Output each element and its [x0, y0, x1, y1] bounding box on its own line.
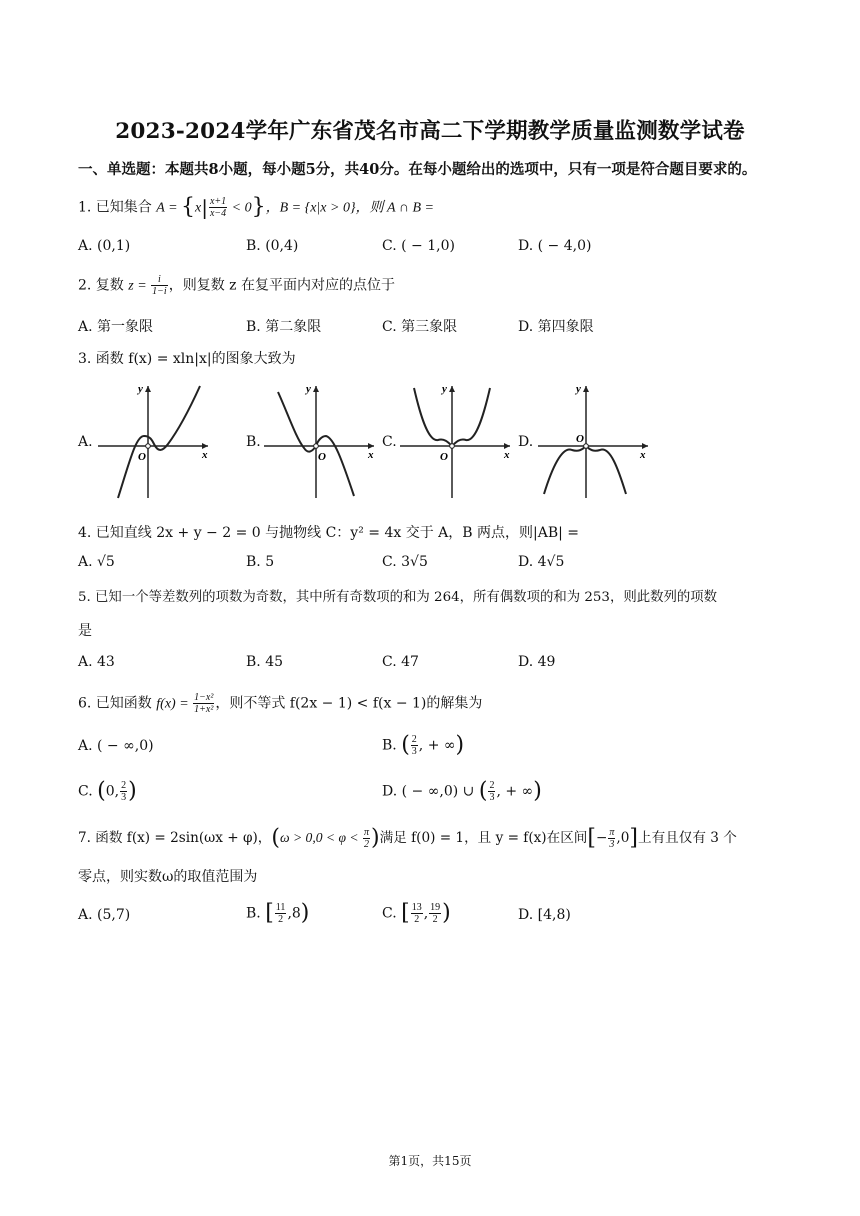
q7-cond-num: π: [364, 827, 370, 838]
question-6-stem: [78, 692, 482, 715]
q7-int-den: 3: [609, 839, 615, 850]
question-1-stem: [78, 196, 434, 219]
q6-c-den: 3: [121, 792, 127, 803]
q7-option-d[interactable]: D. [4,8): [518, 907, 571, 923]
graph-b-x-label: x: [368, 449, 374, 461]
q1-var: x: [195, 200, 202, 216]
q6-b-prefix: B.: [382, 737, 402, 754]
page-title: 2023-2024学年广东省茂名市高二下学期教学质量监测数学试卷: [115, 119, 745, 144]
q5-option-b[interactable]: B. 45: [246, 654, 284, 670]
q2-option-b[interactable]: B. 第二象限: [246, 319, 322, 335]
graph-d-origin-dot: [584, 444, 589, 449]
q6-b-rparen: ): [455, 732, 465, 758]
q7-b-lbracket: [: [265, 900, 274, 926]
q1-frac-den: x−4: [209, 208, 227, 219]
q6-d-lparen: (: [478, 778, 488, 804]
q6-b-fraction: [411, 734, 418, 757]
graph-d-x-label: x: [640, 449, 646, 461]
q7-c-prefix: C.: [382, 905, 402, 922]
q6-c-num: 2: [121, 780, 127, 791]
question-7-stem-line2: 零点，则实数ω的取值范围为: [78, 869, 258, 885]
q1-set-a: A =: [156, 200, 182, 216]
q7-cond-fraction: [363, 827, 370, 850]
page-footer: 第1页，共15页: [388, 1154, 472, 1168]
q6-c-fraction: [120, 780, 127, 803]
q7-option-c[interactable]: [382, 902, 451, 925]
q2-option-a[interactable]: A. 第一象限: [78, 319, 154, 335]
graph-c-y-arrow: [449, 386, 455, 392]
q3-option-d[interactable]: D.: [518, 434, 534, 450]
q1-cond: < 0: [228, 200, 252, 216]
q7-c-lbracket: [: [401, 900, 410, 926]
question-2-stem: [78, 274, 395, 297]
q7-c-fraction-2: [429, 902, 441, 925]
graph-b-y-label: y: [306, 383, 311, 395]
q7-c-rparen: ): [442, 900, 451, 926]
graph-a-origin: O: [138, 451, 146, 463]
q7-cond-rparen: ): [371, 825, 380, 851]
q7-b-prefix: B.: [246, 905, 266, 922]
q7-b-num: 11: [275, 902, 286, 913]
question-5-stem-line2: 是: [78, 623, 92, 639]
q4-option-b[interactable]: B. 5: [246, 554, 275, 570]
q2-frac-num: i: [151, 274, 168, 286]
q1-prefix: 1. 已知集合: [78, 199, 157, 216]
q7-cond-inner: ω > 0,0 < φ <: [279, 830, 362, 845]
q7-part2: 满足 f(0) = 1，且 y = f(x)在区间: [379, 830, 588, 846]
q6-option-c[interactable]: [78, 780, 137, 803]
q6-fraction: [193, 692, 214, 715]
graph-b-figure[interactable]: [262, 380, 382, 500]
q7-b-rparen: ): [300, 900, 310, 926]
q6-d-post: , + ∞: [496, 783, 534, 800]
graph-a-y-label: y: [138, 383, 143, 395]
q6-c-lparen: (: [97, 778, 106, 804]
q6-b-lparen: (: [401, 732, 410, 758]
graph-a-x-label: x: [202, 449, 208, 461]
q6-lhs: f(x) =: [156, 696, 193, 712]
q7-cond-lparen: (: [271, 825, 280, 851]
q7-c-num1: 13: [411, 902, 422, 913]
q1-option-c[interactable]: C. ( − 1,0): [382, 238, 455, 254]
q6-d-prefix: D. ( − ∞,0) ∪: [382, 783, 479, 800]
q6-option-a[interactable]: A. ( − ∞,0): [78, 738, 154, 754]
q7-cond-den: 2: [364, 839, 369, 850]
question-4-stem: 4. 已知直线 2x + y − 2 = 0 与抛物线 C：y² = 4x 交于 A，B 两点，则|AB| =: [78, 525, 580, 541]
q7-option-a[interactable]: A. (5,7): [78, 907, 131, 923]
q2-option-d[interactable]: D. 第四象限: [518, 319, 594, 335]
q6-d-fraction: [488, 780, 495, 803]
graph-c-x-label: x: [504, 449, 510, 461]
q1-frac-num: x+1: [209, 196, 227, 207]
q7-b-den: 2: [278, 914, 284, 925]
graph-d-curve: [544, 446, 626, 494]
question-5-stem-line1: 5. 已知一个等差数列的项数为奇数，其中所有奇数项的和为 264，所有偶数项的和为 253，则此数列的项数: [78, 590, 718, 605]
graph-c-origin: O: [440, 451, 448, 463]
q7-option-b[interactable]: [246, 902, 309, 925]
q1-bar: |: [201, 195, 208, 220]
q1-option-d[interactable]: D. ( − 4,0): [518, 238, 592, 254]
q1-rest: ，B = {x|x > 0}，则 A ∩ B =: [265, 200, 434, 216]
question-3-stem: 3. 函数 f(x) = xln|x|的图象大致为: [78, 351, 296, 367]
graph-d-y-label: y: [576, 383, 581, 395]
q4-option-c[interactable]: C. 3√5: [382, 554, 428, 570]
q6-b-post: , + ∞: [418, 737, 456, 754]
graph-a-curve: [118, 386, 200, 498]
graph-b-origin: O: [318, 451, 326, 463]
q6-rest: ，则不等式 f(2x − 1) < f(x − 1)的解集为: [215, 695, 483, 712]
q6-c-rparen: ): [128, 778, 137, 804]
q6-b-den: 3: [411, 746, 417, 757]
q1-fraction: [209, 196, 227, 219]
q7-int-pre: −: [596, 830, 608, 846]
q7-b-fraction: [275, 902, 287, 925]
q3-option-a[interactable]: A.: [78, 434, 93, 450]
q1-option-a[interactable]: A. (0,1): [78, 238, 131, 254]
q1-left-brace: {: [181, 194, 196, 220]
graph-a-origin-dot: [146, 444, 151, 449]
q7-b-post: ,8: [287, 905, 301, 922]
q6-d-den: 3: [489, 792, 495, 803]
graph-d-figure[interactable]: [534, 380, 654, 500]
q2-frac-den: 1−i: [152, 286, 167, 297]
q6-b-num: 2: [411, 734, 417, 745]
q7-int-rbracket: ]: [629, 825, 638, 851]
graph-a-figure[interactable]: [96, 380, 216, 500]
q5-option-c[interactable]: C. 47: [382, 654, 419, 670]
q6-prefix: 6. 已知函数: [78, 695, 157, 712]
q5-option-d[interactable]: D. 49: [518, 654, 556, 670]
q2-option-c[interactable]: C. 第三象限: [382, 319, 458, 335]
q6-d-rparen: ): [533, 778, 542, 804]
q7-c-comma: ,: [423, 905, 429, 922]
q7-int-post: ,0: [616, 830, 630, 846]
q4-option-a[interactable]: A. √5: [78, 554, 115, 570]
q6-d-num: 2: [489, 780, 495, 791]
q1-right-brace: }: [251, 194, 266, 220]
q7-c-den2: 2: [432, 914, 438, 925]
q3-option-c[interactable]: C.: [382, 434, 397, 450]
q2-prefix: 2. 复数: [78, 277, 129, 294]
q7-part3: 上有且仅有 3 个: [637, 830, 737, 846]
graph-a-y-arrow: [145, 386, 151, 392]
q7-c-fraction-1: [411, 902, 423, 925]
graph-c-figure[interactable]: [398, 380, 518, 500]
q6-option-b[interactable]: [382, 734, 464, 757]
q6-c-inner: 0,: [105, 783, 120, 800]
graph-d-origin: O: [576, 433, 584, 445]
q2-rest: ，则复数 z 在复平面内对应的点位于: [168, 277, 395, 294]
q7-int-num: π: [609, 827, 615, 838]
q7-int-lbracket: [: [587, 825, 596, 851]
graph-d-y-arrow: [583, 386, 589, 392]
q6-c-prefix: C.: [78, 783, 98, 800]
q2-lhs: z =: [128, 278, 151, 294]
q6-frac-den: 1+x²: [194, 704, 214, 715]
graph-b-origin-dot: [314, 444, 319, 449]
q4-option-d[interactable]: D. 4√5: [518, 554, 565, 570]
section-heading: 一、单选题：本题共8小题，每小题5分，共40分。在每小题给出的选项中，只有一项是符合题目要求的。: [78, 161, 757, 178]
q5-option-a[interactable]: A. 43: [78, 654, 115, 670]
graph-c-y-label: y: [442, 383, 447, 395]
question-7-stem-line1: [78, 826, 737, 850]
q3-option-b[interactable]: B.: [246, 434, 261, 450]
q7-c-den1: 2: [414, 914, 420, 925]
q6-frac-num: 1−x²: [194, 692, 214, 703]
q7-c-num2: 19: [430, 902, 441, 913]
graph-b-y-arrow: [313, 386, 319, 392]
q7-int-fraction: [608, 827, 615, 850]
q7-part1: 7. 函数 f(x) = 2sin(ωx + φ)，: [78, 830, 272, 846]
q2-fraction: [151, 274, 168, 297]
graph-c-origin-dot: [450, 444, 455, 449]
q6-option-d[interactable]: [382, 780, 542, 803]
q1-option-b[interactable]: B. (0,4): [246, 238, 299, 254]
